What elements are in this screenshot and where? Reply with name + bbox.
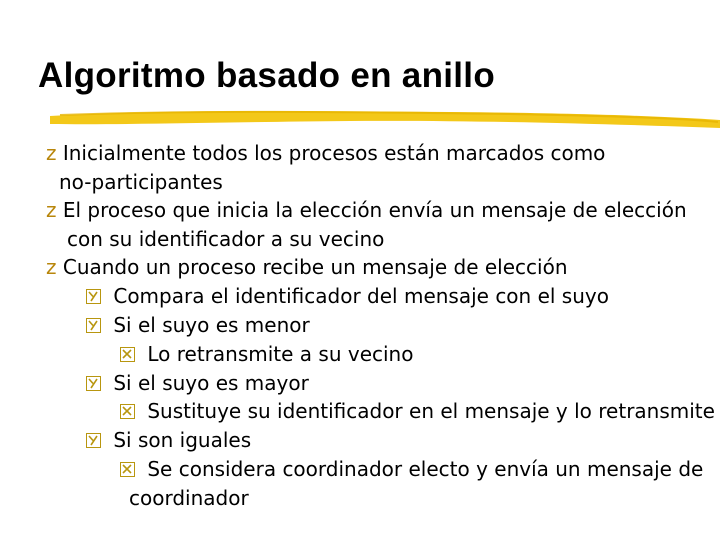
sub-list-item: Compara el identificador del mensaje con el suyo xyxy=(86,284,609,308)
list-item-continuation: no-participantes xyxy=(59,170,223,194)
sub-list-item: Si son iguales xyxy=(86,428,251,452)
sub-sub-list-item: Lo retransmite a su vecino xyxy=(120,342,413,366)
z-bullet-icon: z xyxy=(46,255,57,279)
checkbox-y-icon xyxy=(86,289,101,304)
sub-sub-list-item-continuation: coordinador xyxy=(129,486,249,510)
sub-list-item: Si el suyo es mayor xyxy=(86,371,309,395)
z-bullet-icon: z xyxy=(46,198,57,222)
title-underline-brush xyxy=(50,104,720,130)
checkbox-y-icon xyxy=(86,318,101,333)
sub-list-item: Si el suyo es menor xyxy=(86,313,310,337)
checkbox-y-icon xyxy=(86,376,101,391)
list-item: z Inicialmente todos los procesos están marcados como xyxy=(46,141,606,165)
slide-title: Algoritmo basado en anillo xyxy=(38,56,496,95)
z-bullet-icon: z xyxy=(46,141,57,165)
sub-sub-list-item: Sustituye su identificador en el mensaje y lo retransmite xyxy=(120,399,715,423)
list-item: z Cuando un proceso recibe un mensaje de elección xyxy=(46,255,568,279)
checkbox-y-icon xyxy=(86,433,101,448)
list-item-continuation: con su identificador a su vecino xyxy=(67,227,385,251)
checkbox-x-icon xyxy=(120,404,135,419)
checkbox-x-icon xyxy=(120,347,135,362)
sub-sub-list-item: Se considera coordinador electo y envía un mensaje de xyxy=(120,457,703,481)
list-item: z El proceso que inicia la elección envía un mensaje de elección xyxy=(46,198,687,222)
checkbox-x-icon xyxy=(120,462,135,477)
